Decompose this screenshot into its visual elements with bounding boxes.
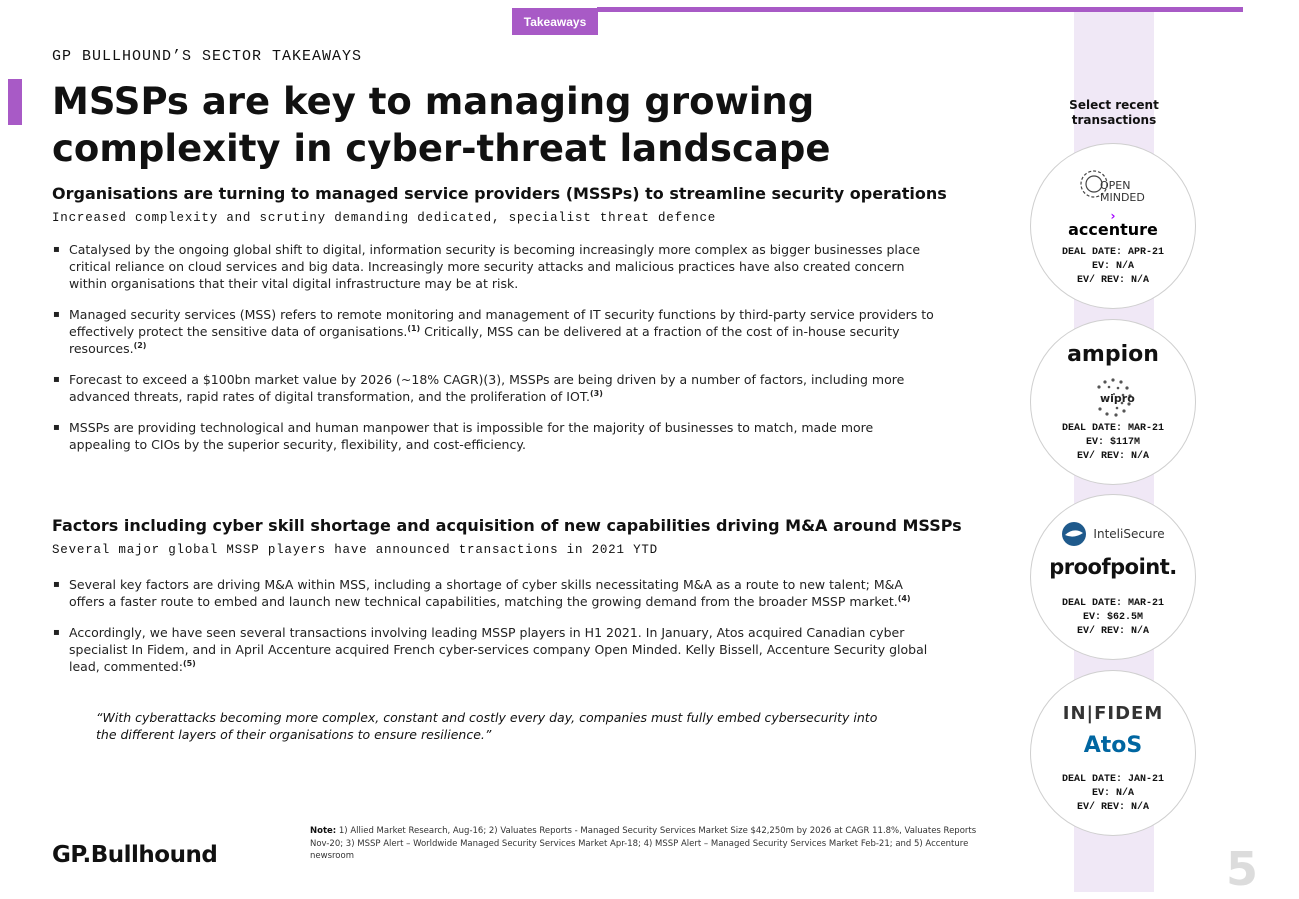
section2-bullets xyxy=(52,576,937,689)
footnote-ref: (3) xyxy=(589,388,603,398)
sidebar-heading: Select recent transactions xyxy=(1069,98,1159,127)
intelisecure-logo: InteliSecure xyxy=(1031,521,1195,547)
accenture-logo: › accenture xyxy=(1031,212,1195,239)
proofpoint-logo: proofpoint. xyxy=(1049,555,1177,579)
deal-card-ampion xyxy=(1030,319,1196,485)
deal-card-in-fidem xyxy=(1030,670,1196,836)
footnote-ref: (5) xyxy=(182,658,196,668)
footnote-ref: (4) xyxy=(897,593,911,603)
open-minded-logo xyxy=(1031,166,1195,210)
wipro-logo: wipro xyxy=(1031,376,1195,424)
in-fidem-logo: IN|FIDEM xyxy=(1062,703,1164,724)
title-accent-bar xyxy=(8,79,22,125)
bullet-item: ▪ MSSPs are providing technological and human manpower that is impossible for the majority of businesses to match, made more appealing to CIOs by the superior security, flexibility, and cost-efficiency. xyxy=(52,419,937,453)
kicker: GP BULLHOUND’S SECTOR TAKEAWAYS xyxy=(52,48,363,65)
deal-card-intelisecure xyxy=(1030,494,1196,660)
gp-bullhound-logo: GP.Bullhound xyxy=(52,842,218,868)
section-tab[interactable]: Takeaways xyxy=(512,8,598,35)
section1-subheading: Increased complexity and scrutiny demanding dedicated, specialist threat defence xyxy=(52,211,717,225)
section1-bullets xyxy=(52,241,937,467)
accenture-chevron-icon: › xyxy=(1110,209,1116,223)
footnote-ref: (2) xyxy=(133,340,147,350)
deal-info: DEAL DATE: JAN-21 EV: N/A EV/ REV: N/A xyxy=(1061,774,1165,813)
quote: “With cyberattacks becoming more complex, constant and costly every day, companies must fully embed cybersecurity into the different layers of their organisations to ensure resilience.” xyxy=(96,710,878,742)
bullet-item: ▪ Managed security services (MSS) refers to remote monitoring and management of IT security functions by third-party service providers to effectively protect the sensitive data of organisations.$^{(1)}$ Critically, MSS can be delivered at a fraction of the cost of in-house security resources.$^{(2)}$ xyxy=(52,306,937,357)
atos-logo: AtoS xyxy=(1083,733,1143,758)
deal-info: DEAL DATE: MAR-21 EV: $117M EV/ REV: N/A xyxy=(1061,423,1165,462)
bullet-item: ▪ Accordingly, we have seen several transactions involving leading MSSP players in H1 2021. In January, Atos acquired Canadian cyber specialist In Fidem, and in April Accenture acquired French cyber-services company Open Minded. Kelly Bissell, Accenture Security global lead, commented:$^{(5)}$ xyxy=(52,624,937,675)
section1-heading: Organisations are turning to managed service providers (MSSPs) to streamline security operations xyxy=(52,184,947,203)
bullet-item: ▪ Catalysed by the ongoing global shift to digital, information security is becoming increasingly more complex as bigger businesses place critical reliance on cloud services and big data. Increasingly more security attacks and malicious practices have also created concern within organisations that their vital digital infrastructure may be at risk. xyxy=(52,241,937,292)
ampion-logo: ampion xyxy=(1067,342,1159,367)
footnote: Note: 1) Allied Market Research, Aug-16; 2) Valuates Reports - Managed Security Services Market Size $42,250m by 2026 at CAGR 11.8%, Valuates Reports Nov-20; 3) MSSP Alert – Worldwide Managed Security Services Market Apr-18; 4) MSSP Alert – Managed Security Services Market Feb-21; and 5) Accenture newsroom xyxy=(310,826,977,861)
svg-text:OPEN: OPEN xyxy=(1100,179,1131,192)
footnote-ref: (1) xyxy=(407,323,421,333)
bullet-item: ▪ Forecast to exceed a $100bn market value by 2026 (~18% CAGR)(3), MSSPs are being driven by a number of factors, including more advanced threats, rapid rates of digital transformation, and the proliferation of IOT.$^{(3)}$ xyxy=(52,371,937,405)
open-minded-icon xyxy=(1078,166,1148,206)
svg-text:MINDED: MINDED xyxy=(1100,191,1145,204)
page-number: 5 xyxy=(1226,842,1259,896)
deal-info: DEAL DATE: APR-21 EV: N/A EV/ REV: N/A xyxy=(1061,247,1165,286)
section2-heading: Factors including cyber skill shortage and acquisition of new capabilities driving M&A around MSSPs xyxy=(52,516,962,535)
bullet-item: ▪ Several key factors are driving M&A within MSS, including a shortage of cyber skills necessitating M&A as a route to new talent; M&A offers a faster route to embed and launch new technical capabilities, matching the growing demand from the broader MSSP market.$^{(4)}$ xyxy=(52,576,937,610)
intelisecure-icon xyxy=(1061,521,1087,547)
deal-card-open-minded xyxy=(1030,143,1196,309)
section2-subheading: Several major global MSSP players have announced transactions in 2021 YTD xyxy=(52,543,658,557)
page-title: MSSPs are key to managing growing complexity in cyber-threat landscape xyxy=(52,80,831,170)
deal-info: DEAL DATE: MAR-21 EV: $62.5M EV/ REV: N/A xyxy=(1061,598,1165,637)
